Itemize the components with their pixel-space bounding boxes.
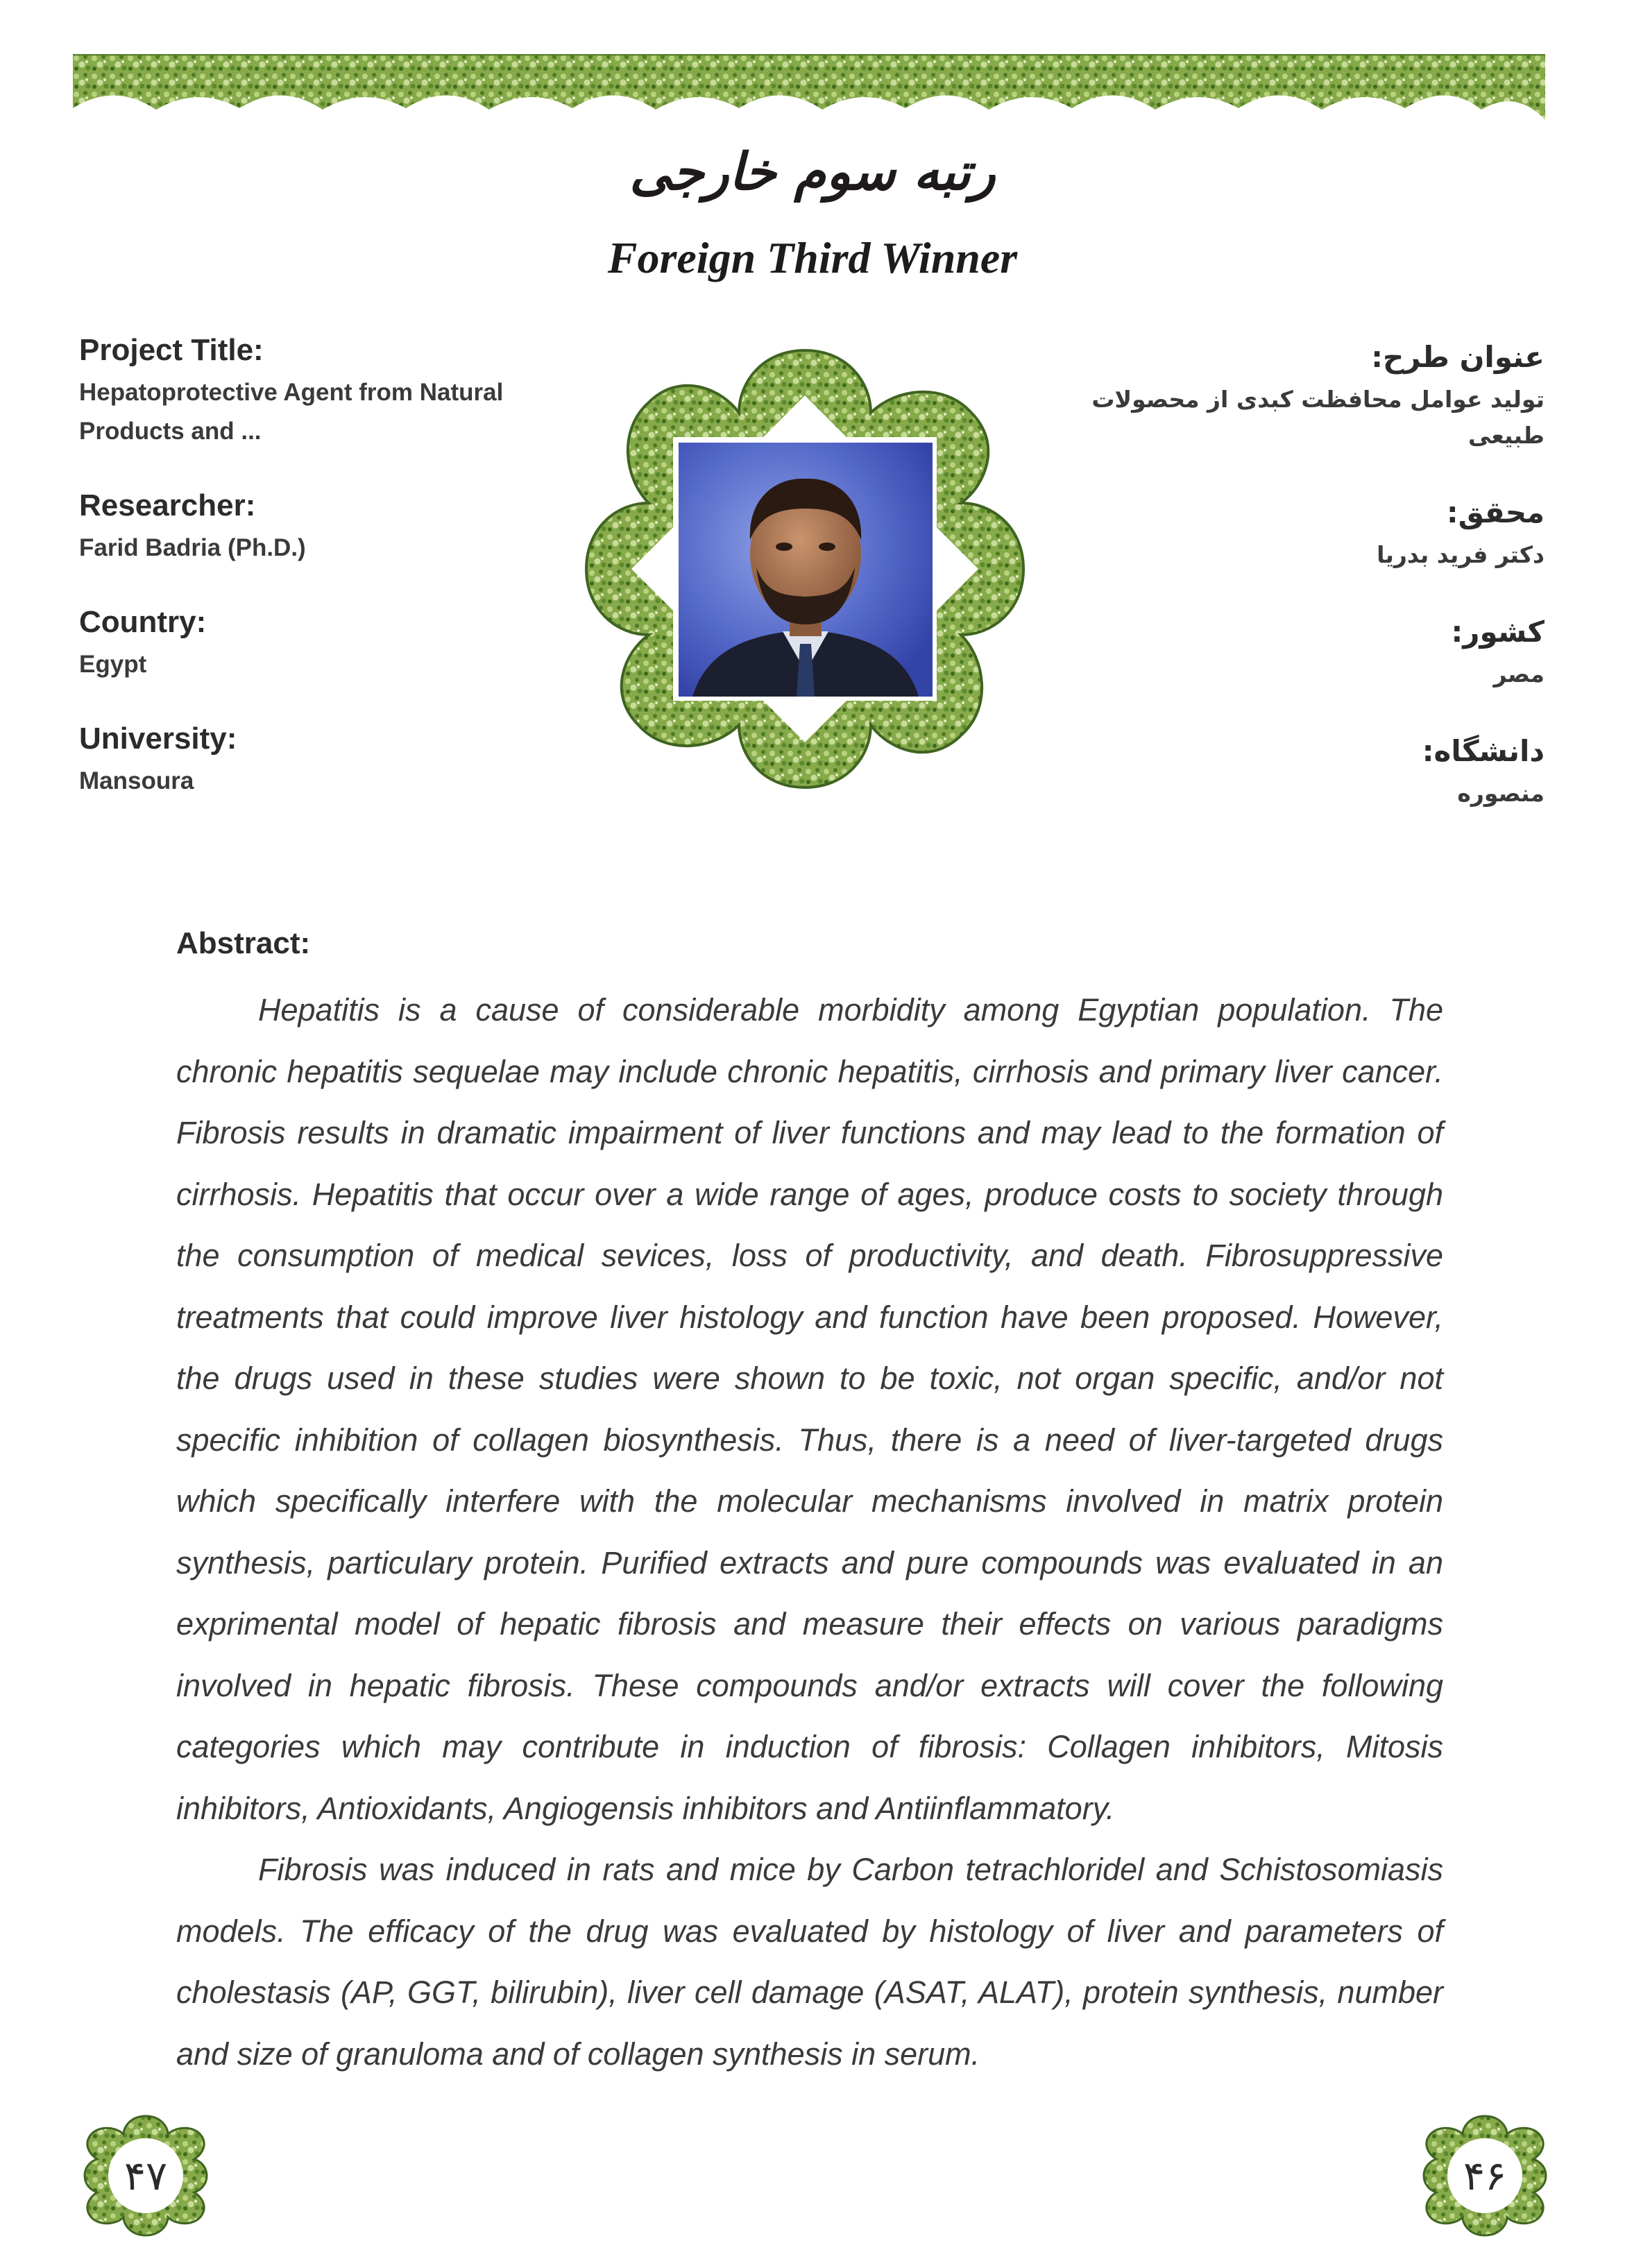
university-label-fa: دانشگاه: (1422, 734, 1545, 768)
project-title-value-fa: تولید عوامل محافظت کبدی از محصولات طبیعی (1091, 386, 1545, 449)
researcher-value: Farid Badria (Ph.D.) (79, 534, 306, 561)
page-number-right (1422, 2113, 1547, 2238)
green-leaf-banner-icon (73, 54, 1545, 120)
country-label: Country: (79, 605, 207, 639)
university-group-fa (1045, 731, 1545, 812)
researcher-group-fa (1045, 493, 1545, 573)
project-title-label-fa: عنوان طرح: (1371, 340, 1545, 374)
abstract-paragraph-1: Hepatitis is a cause of considerable morbidity among Egyptian population. The chronic hepatitis sequelae may include chronic hepatitis, cirrhosis and primary liver cancer. Fibrosis results in dramatic impairment of liver functions and may lead to the formation of cirrhosis. Hepatitis that occur over a wide range of ages, produce costs to society through the consumption of medical sevices, loss of productivity, and death. Fibrosuppressive treatments that could improve liver histology and function have been proposed. However, the drugs used in these studies were shown to be toxic, not organ specific, and/or not specific inhibition of collagen biosynthesis. Thus, there is a need of liver-targeted drugs which specifically interfere with the molecular mechanisms involved in matrix protein synthesis, particulary protein. Purified extracts and pure compounds was evaluated in an exprimental model of hepatic fibrosis and measure their effects on various paradigms involved in hepatic fibrosis. These compounds and/or extracts will cover the following categories which may contribute in induction of fibrosis: Collagen inhibitors, Mitosis inhibitors, Antioxidants, Angiogensis inhibitors and Antiinflammatory. (176, 992, 1443, 1826)
country-group (79, 604, 579, 684)
project-title-label: Project Title: (79, 333, 264, 367)
page-number-left-text: ۴۷ (124, 2152, 168, 2199)
project-title-value: Hepatoprotective Agent from Natural Products and ... (79, 379, 504, 445)
page-number-left (83, 2113, 208, 2238)
country-value: Egypt (79, 651, 147, 678)
page-number-right-text: ۴۶ (1463, 2152, 1507, 2199)
abstract-paragraph-2: Fibrosis was induced in rats and mice by Carbon tetrachloridel and Schistosomiasis models. The efficacy of the drug was evaluated by histology of liver and parameters of cholestasis (AP, GGT, bilirubin), liver cell damage (ASAT, ALAT), protein synthesis, number and size of granuloma and of collagen synthesis in serum. (176, 1852, 1443, 2072)
project-title-group-fa (1045, 337, 1545, 454)
info-panel-persian (1045, 337, 1545, 851)
page-title: Foreign Third Winner (607, 233, 1018, 282)
researcher-label: Researcher: (79, 488, 256, 522)
university-value-fa: منصوره (1457, 780, 1545, 807)
country-label-fa: کشور: (1451, 615, 1545, 649)
info-panel-english (79, 332, 579, 837)
university-group (79, 720, 579, 801)
abstract-heading: Abstract: (176, 926, 311, 960)
researcher-group (79, 487, 579, 568)
abstract-body (176, 980, 1443, 2085)
university-label: University: (79, 722, 237, 756)
page-title-persian: رتبه سوم خارجی (629, 142, 996, 202)
researcher-photo (679, 443, 933, 697)
university-value: Mansoura (79, 767, 194, 794)
project-title-group (79, 332, 579, 451)
country-group-fa (1045, 612, 1545, 692)
country-value-fa: مصر (1493, 660, 1545, 688)
researcher-label-fa: محقق: (1446, 495, 1545, 529)
researcher-value-fa: دکتر فرید بدریا (1377, 541, 1545, 568)
